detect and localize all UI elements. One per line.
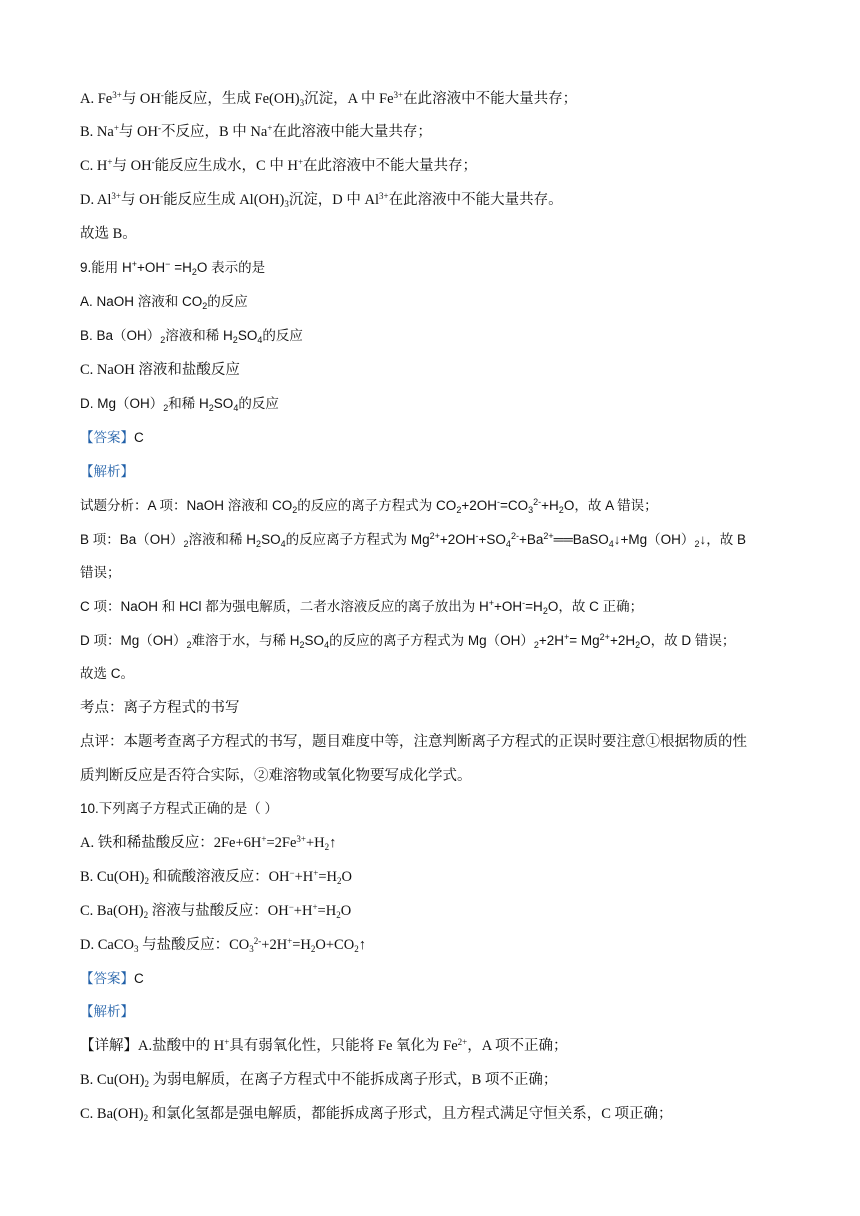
q9-option-c: C. NaOH 溶液和盐酸反应 xyxy=(80,362,240,378)
q9-choice: 故选 C。 xyxy=(80,666,134,681)
q9-option-a: A. NaOH 溶液和 $CO_2$的反应 xyxy=(80,294,248,311)
prev-option-c-explanation: C. H+与 OH-能反应生成水，C 中 H+在此溶液中不能大量共存； xyxy=(80,157,478,174)
q9-option-b: B. $Ba(OH)_2$溶液和稀 $H_2SO_4$的反应 xyxy=(80,328,303,345)
q9-analysis-tag: 【解析】 xyxy=(80,464,134,479)
prev-option-a-explanation: A. $Fe^{3+}$与 OH-能反应，生成 $Fe(OH)_3$沉淀，A 中 $Fe^{3+}$在此溶液中不能大量共存； xyxy=(80,90,578,108)
q9-analysis-b-cont: 错误； xyxy=(80,565,121,580)
q10-option-b: B. $Cu(OH)_2$ 和硫酸溶液反应：$OH^-+H^+=H_2O$ xyxy=(80,868,352,886)
q9-analysis-a: 试题分析：A 项：NaOH 溶液和 $CO_2$的反应的离子方程式为 $CO_2+2OH^-=CO_3^{2-}+H_2O$，故 A 错误； xyxy=(80,497,658,515)
q9-stem: 9.能用 $H^++OH^- =H_2O$ 表示的是 xyxy=(80,259,266,277)
q9-analysis-b: B 项：$Ba(OH)_2$溶液和稀 $H_2SO_4$的反应离子方程式为 $Mg^{2+}+2OH^-+SO_4^{2-}+Ba^{2+}══BaSO_4↓+Mg(OH)_2↓$，故 B xyxy=(80,531,746,549)
q9-answer: 【答案】C xyxy=(80,430,144,445)
q10-detail-b: B. $Cu(OH)_2$ 为弱电解质，在离子方程式中不能拆成离子形式，B 项不正确； xyxy=(80,1072,558,1089)
q10-answer: 【答案】C xyxy=(80,971,144,986)
answer-tag: 【答案】 xyxy=(80,430,134,445)
q10-detail-a: 【详解】A.盐酸中的 H+具有弱氧化性，只能将 Fe 氧化为 $Fe^{2+}$，A 项不正确； xyxy=(80,1037,568,1054)
q10-detail-c: C. $Ba(OH)_2$ 和氯化氢都是强电解质，都能拆成离子形式，且方程式满足守恒关系，C 项正确； xyxy=(80,1106,673,1123)
prev-option-b-explanation: B. Na+与 OH-不反应，B 中 Na+在此溶液中能大量共存； xyxy=(80,123,432,140)
q9-option-d: D. $Mg(OH)_2$和稀 $H_2SO_4$的反应 xyxy=(80,396,279,413)
q10-analysis-tag: 【解析】 xyxy=(80,1004,134,1019)
prev-choice: 故选 B。 xyxy=(80,226,137,242)
q9-analysis-c: C 项：NaOH 和 HCl 都为强电解质，二者水溶液反应的离子放出为 $H^++OH^-=H_2O$，故 C 正确； xyxy=(80,598,644,616)
q10-option-a: A. 铁和稀盐酸反应：$2Fe+6H^+=2Fe^{3+}+H_2↑$ xyxy=(80,834,337,852)
q10-option-d: D. CaCO$_3$ 与盐酸反应：$CO_3^{2-}+2H^+=H_2O+CO_2↑$ xyxy=(80,936,366,954)
q9-dianping-1: 点评：本题考查离子方程式的书写，题目难度中等，注意判断离子方程式的正误时要注意①根据物质的性 xyxy=(80,734,747,750)
q9-kaodian: 考点：离子方程式的书写 xyxy=(80,700,240,716)
q9-dianping-2: 质判断反应是否符合实际，②难溶物或氧化物要写成化学式。 xyxy=(80,768,472,784)
q10-stem: 10.下列离子方程式正确的是（ ） xyxy=(80,801,279,816)
q10-option-c: C. $Ba(OH)_2$ 溶液与盐酸反应：$OH^-+H^+=H_2O$ xyxy=(80,902,352,920)
q9-analysis-d: D 项：$Mg(OH)_2$难溶于水，与稀 $H_2SO_4$的反应的离子方程式为 $Mg(OH)_2+2H^+= Mg^{2+}+2H_2O$，故 D 错误； xyxy=(80,632,736,650)
answer-tag: 【答案】 xyxy=(80,971,134,986)
prev-option-d-explanation: D. $Al^{3+}$与 OH-能反应生成 $Al(OH)_3$沉淀，D 中 $Al^{3+}$在此溶液中不能大量共存。 xyxy=(80,191,563,209)
